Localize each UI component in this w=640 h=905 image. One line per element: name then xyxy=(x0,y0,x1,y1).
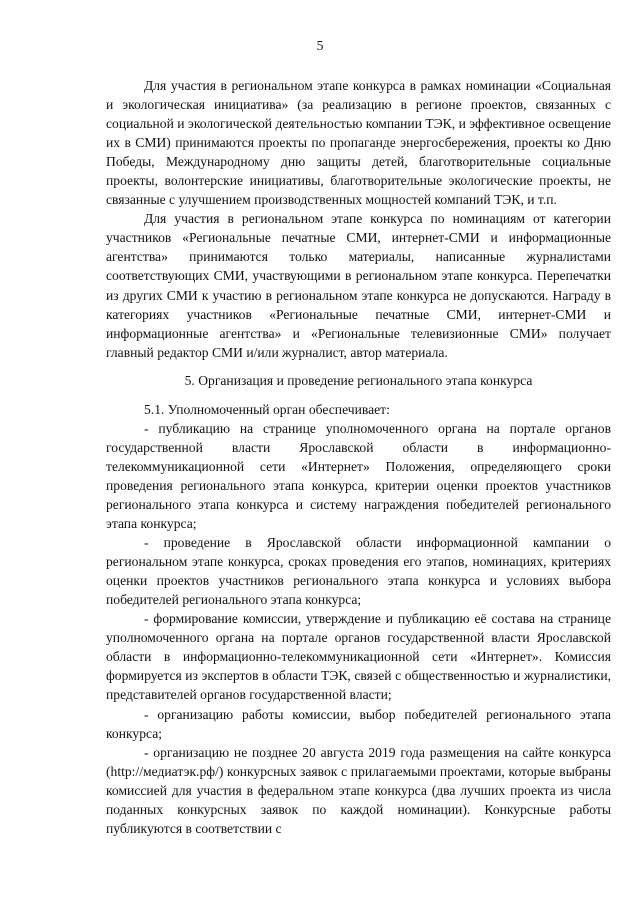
document-body xyxy=(106,76,611,838)
list-item: - организацию работы комиссии, выбор победителей регионального этапа конкурса; xyxy=(106,706,611,741)
list-item: - проведение в Ярославской области информационной кампании о региональном этапе конкурса, сроках проведения его этапов, номинациях, критериях оценки проектов участников регионального этапа конкурса и условиях выбора победителей регионального этапа конкурса; xyxy=(106,535,611,608)
list-item: - организацию не позднее 20 августа 2019 года размещения на сайте конкурса (http://медиатэк.рф/) конкурсных заявок с прилагаемыми проектами, которые выбраны комиссией для участия в федеральном этапе конкурса (два лучших проекта из числа поданных конкурсных заявок по каждой номинации). Конкурсные работы публикуются в соответствии с xyxy=(106,744,611,836)
section-heading: 5. Организация и проведение регионального этапа конкурса xyxy=(184,372,533,388)
subsection-title: 5.1. Уполномоченный орган обеспечивает: xyxy=(144,401,390,417)
paragraph-media-categories: Для участия в региональном этапе конкурса по номинациям от категории участников «Региональные печатные СМИ, интернет-СМИ и информационные агентства» принимаются только материалы, написанные журналистами соответствующих СМИ, участвующими в региональном этапе конкурса. Перепечатки из других СМИ к участию в региональном этапе конкурса не допускаются. Награду в категориях участников «Региональные печатные СМИ, интернет-СМИ и информационные агентства» и «Региональные телевизионные СМИ» получает главный редактор СМИ и/или журналист, автор материала. xyxy=(106,211,611,360)
paragraph-energy-saving-projects: Для участия в региональном этапе конкурса в рамках номинации «Социальная и экологическая инициатива» (за реализацию в регионе проектов, связанных с социальной и экологической деятельностью компании ТЭК, и эффективное освещение их в СМИ) принимаются проекты по пропаганде энергосбережения, проекты ко Дню Победы, Международному дню защиты детей, благотворительные социальные проекты, волонтерские инициативы, благотворительные экологические проекты, не связанные с улучшением производственных мощностей компаний ТЭК, и т.п. xyxy=(106,78,611,208)
list-item: - публикацию на странице уполномоченного органа на портале органов государственной власти Ярославской области в информационно-телекоммуникационной сети «Интернет» Положения, определяющего сроки проведения регионального этапа конкурса, критерии оценки проектов участников регионального этапа конкурса и систему награждения победителей регионального этапа конкурса; xyxy=(106,420,611,532)
page-number: 5 xyxy=(316,38,324,53)
list-item: - формирование комиссии, утверждение и публикацию её состава на странице уполномоченного органа на портале органов государственной власти Ярославской области в информационно-телекоммуникационной сети «Интернет». Комиссия формируется из экспертов в области ТЭК, связей с общественностью и журналистики, представителей органов государственной власти; xyxy=(106,611,611,703)
